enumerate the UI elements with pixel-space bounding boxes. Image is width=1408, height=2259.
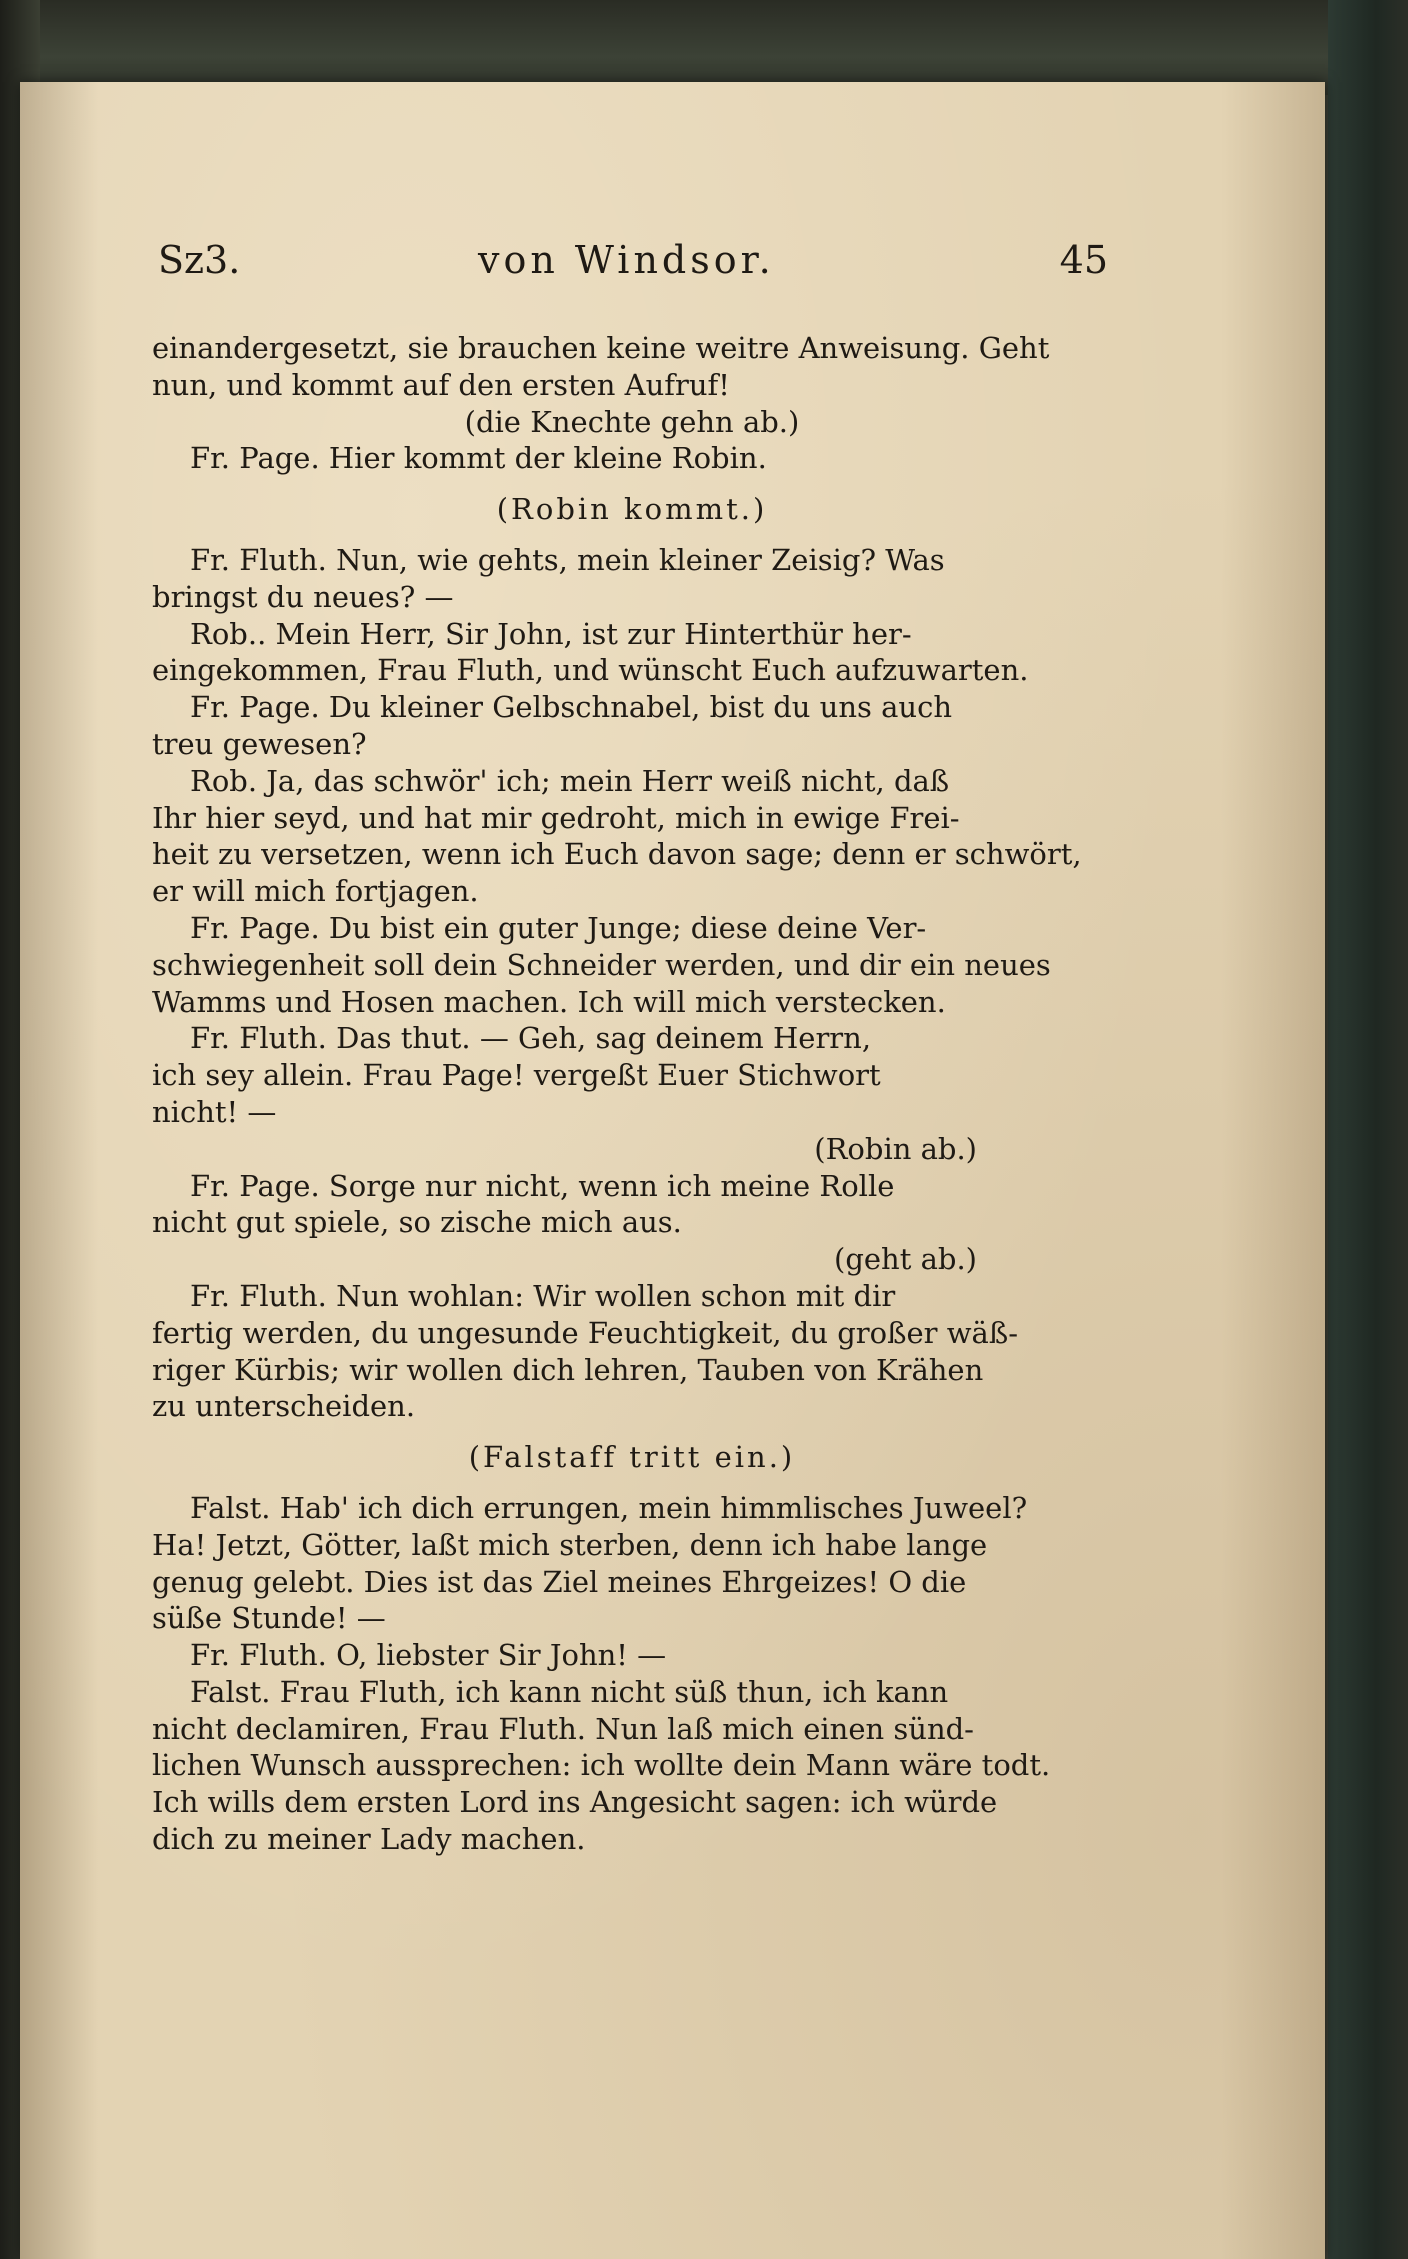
text-line: zu unterscheiden. [152, 1389, 416, 1424]
speech-line: Rob. Ja, das schwör' ich; mein Herr weiß nicht, daß [190, 763, 950, 798]
page-body [152, 330, 1112, 1858]
text-line: er will mich fortjagen. [152, 874, 479, 909]
text-line: fertig werden, du ungesunde Feuchtigkeit, du großer wäß- [152, 1315, 1019, 1350]
text-line: Ich wills dem ersten Lord ins Angesicht sagen: ich würde [152, 1785, 998, 1820]
text-line: Wamms und Hosen machen. Ich will mich verstecken. [152, 984, 946, 1019]
speech-line: Falst. Hab' ich dich errungen, mein himmlisches Juweel? [190, 1490, 1028, 1525]
text-line: eingekommen, Frau Fluth, und wünscht Euch aufzuwarten. [152, 653, 1029, 688]
text-line: süße Stunde! — [152, 1601, 386, 1636]
speech-line: Fr. Fluth. Nun, wie gehts, mein kleiner Zeisig? Was [190, 542, 945, 577]
speech-line: Fr. Page. Du kleiner Gelbschnabel, bist du uns auch [190, 690, 953, 725]
text-line: riger Kürbis; wir wollen dich lehren, Tauben von Krähen [152, 1352, 984, 1387]
text-line: dich zu meiner Lady machen. [152, 1822, 586, 1857]
speech-line: Fr. Page. Hier kommt der kleine Robin. [190, 441, 767, 476]
text-line: genug gelebt. Dies ist das Ziel meines Ehrgeizes! O die [152, 1564, 967, 1599]
text-line: nicht declamiren, Frau Fluth. Nun laß mich einen sünd- [152, 1711, 974, 1746]
text-line: lichen Wunsch aussprechen: ich wollte dein Mann wäre todt. [152, 1748, 1051, 1783]
stage-direction: (die Knechte gehn ab.) [464, 404, 800, 439]
running-header [158, 238, 1108, 290]
text-line: Ha! Jetzt, Götter, laßt mich sterben, denn ich habe lange [152, 1527, 988, 1562]
text-line: treu gewesen? [152, 726, 367, 761]
speech-line: Rob.. Mein Herr, Sir John, ist zur Hinterthür her- [190, 616, 912, 651]
text-line: heit zu versetzen, wenn ich Euch davon sage; denn er schwört, [152, 837, 1082, 872]
text-line: nicht! — [152, 1094, 277, 1129]
text-line: bringst du neues? — [152, 579, 454, 614]
page-number: 45 [1059, 238, 1108, 282]
text-line: schwiegenheit soll dein Schneider werden, und dir ein neues [152, 947, 1051, 982]
book-cover-edge [1328, 0, 1408, 2259]
stage-direction: (Robin kommt.) [496, 492, 768, 527]
speech-line: Fr. Page. Du bist ein guter Junge; diese deine Ver- [190, 910, 927, 945]
text-line: nicht gut spiele, so zische mich aus. [152, 1205, 682, 1240]
book-cover-top [0, 0, 1408, 95]
speech-line: Falst. Frau Fluth, ich kann nicht süß thun, ich kann [190, 1674, 949, 1709]
speech-line: Fr. Page. Sorge nur nicht, wenn ich meine Rolle [190, 1168, 895, 1203]
stage-direction: (Falstaff tritt ein.) [468, 1440, 796, 1475]
speech-line: Fr. Fluth. Nun wohlan: Wir wollen schon mit dir [190, 1278, 896, 1313]
running-title: von Windsor. [478, 238, 775, 282]
stage-direction: (Robin ab.) [814, 1131, 977, 1166]
signature-mark: Sz3. [158, 238, 241, 282]
text-line: ich sey allein. Frau Page! vergeßt Euer Stichwort [152, 1058, 881, 1093]
text-line: nun, und kommt auf den ersten Aufruf! [152, 367, 730, 402]
speech-line: Fr. Fluth. Das thut. — Geh, sag deinem Herrn, [190, 1021, 872, 1056]
text-line: Ihr hier seyd, und hat mir gedroht, mich in ewige Frei- [152, 800, 960, 835]
text-line: einandergesetzt, sie brauchen keine weitre Anweisung. Geht [152, 331, 1050, 365]
speech-line: Fr. Fluth. O, liebster Sir John! — [190, 1638, 667, 1673]
stage-direction: (geht ab.) [834, 1242, 977, 1277]
